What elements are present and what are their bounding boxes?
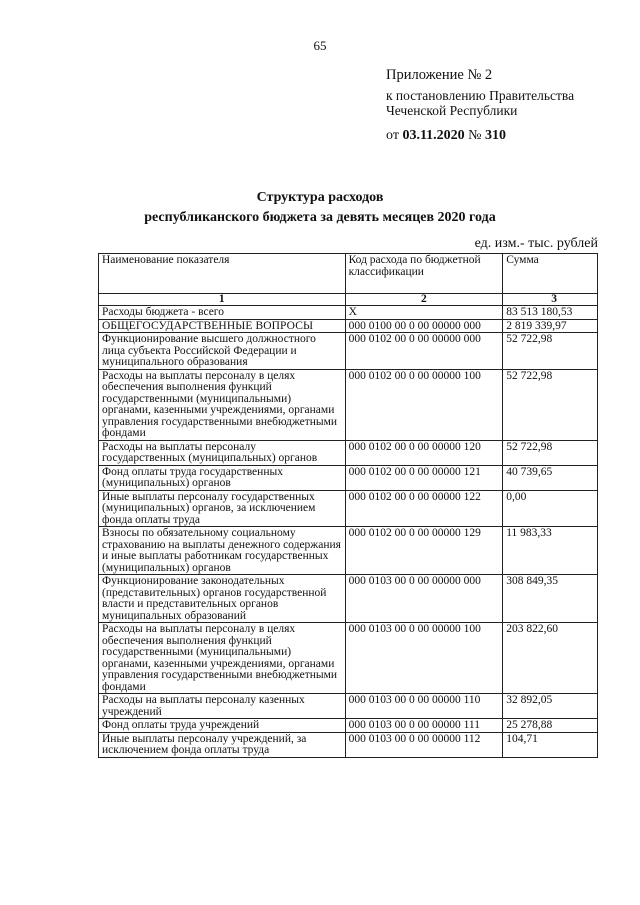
table-row: [99, 465, 598, 490]
table-row: [99, 369, 598, 440]
table-row: [99, 333, 598, 370]
row-sum: 25 278,88: [503, 719, 598, 733]
row-name: Функционирование высшего должностного лица субъекта Российской Федерации и муниципального образования: [99, 333, 346, 370]
header-name: Наименование показателя: [99, 254, 346, 294]
row-name: Иные выплаты персоналу государственных (муниципальных) органов, за исключением фонда оплаты труда: [99, 490, 346, 527]
row-code: 000 0102 00 0 00 00000 120: [345, 440, 503, 465]
row-sum: 104,71: [503, 732, 598, 757]
table-row: [99, 575, 598, 623]
row-sum: 203 822,60: [503, 623, 598, 694]
title-line-1: Структура расходов: [256, 190, 384, 205]
date-prefix: от: [386, 128, 403, 143]
table-row: [99, 694, 598, 719]
row-code: 000 0103 00 0 00 00000 100: [345, 623, 503, 694]
row-code: 000 0103 00 0 00 00000 000: [345, 575, 503, 623]
appendix-resolution-line: к постановлению Правительства: [386, 88, 575, 103]
row-sum: 40 739,65: [503, 465, 598, 490]
resolution-date: 03.11.2020: [402, 128, 465, 143]
document-title: [0, 188, 640, 228]
row-sum: 11 983,33: [503, 527, 598, 575]
row-name: Расходы на выплаты персоналу казенных учреждений: [99, 694, 346, 719]
row-code: 000 0103 00 0 00 00000 111: [345, 719, 503, 733]
header-sum: Сумма: [503, 254, 598, 294]
row-name: Взносы по обязательному социальному страхованию на выплаты денежного содержания и иные выплаты работникам государственных (муниципальных) органов: [99, 527, 346, 575]
appendix-title: Приложение № 2: [386, 67, 493, 83]
row-code: 000 0102 00 0 00 00000 122: [345, 490, 503, 527]
table-row: [99, 306, 598, 320]
table-row: [99, 527, 598, 575]
row-name: Расходы на выплаты персоналу в целях обеспечения выполнения функций государственными (муниципальными) органами, казенными учреждениями, органами управления государственными внебюджетными фондами: [99, 623, 346, 694]
column-number-row: [99, 294, 598, 306]
units-note: ед. изм.- тыс. рублей: [474, 236, 598, 251]
resolution-number: 310: [485, 128, 507, 143]
row-sum: 52 722,98: [503, 440, 598, 465]
column-number-1: 1: [99, 294, 346, 306]
row-sum: 52 722,98: [503, 369, 598, 440]
row-code: X: [345, 306, 503, 320]
table-header-row: [99, 254, 598, 294]
number-prefix: №: [464, 128, 486, 143]
row-name: Функционирование законодательных (представительных) органов государственной власти и представительных органов муниципальных образований: [99, 575, 346, 623]
row-code: 000 0102 00 0 00 00000 100: [345, 369, 503, 440]
expenditure-table: [98, 253, 598, 758]
row-name: Расходы на выплаты персоналу в целях обеспечения выполнения функций государственными (муниципальными) органами, казенными учреждениями, органами управления государственными внебюджетными фондами: [99, 369, 346, 440]
title-line-2: республиканского бюджета за девять месяцев 2020 года: [144, 210, 496, 225]
row-name: Фонд оплаты труда государственных (муниципальных) органов: [99, 465, 346, 490]
appendix-block: [386, 68, 574, 143]
row-sum: 83 513 180,53: [503, 306, 598, 320]
row-name: Расходы на выплаты персоналу государственных (муниципальных) органов: [99, 440, 346, 465]
table-row: [99, 319, 598, 333]
column-number-2: 2: [345, 294, 503, 306]
row-code: 000 0102 00 0 00 00000 000: [345, 333, 503, 370]
appendix-date-line: [386, 128, 574, 143]
row-name: Иные выплаты персоналу учреждений, за исключением фонда оплаты труда: [99, 732, 346, 757]
header-code: Код расхода по бюджетной классификации: [345, 254, 503, 294]
row-sum: 32 892,05: [503, 694, 598, 719]
page-number: 65: [313, 38, 327, 53]
row-code: 000 0100 00 0 00 00000 000: [345, 319, 503, 333]
row-name: Фонд оплаты труда учреждений: [99, 719, 346, 733]
row-name: ОБЩЕГОСУДАРСТВЕННЫЕ ВОПРОСЫ: [99, 319, 346, 333]
row-sum: 0,00: [503, 490, 598, 527]
row-code: 000 0102 00 0 00 00000 121: [345, 465, 503, 490]
row-code: 000 0103 00 0 00 00000 112: [345, 732, 503, 757]
appendix-government-line: Чеченской Республики: [386, 103, 518, 118]
table-row: [99, 732, 598, 757]
row-code: 000 0102 00 0 00 00000 129: [345, 527, 503, 575]
row-sum: 308 849,35: [503, 575, 598, 623]
row-name: Расходы бюджета - всего: [99, 306, 346, 320]
row-sum: 2 819 339,97: [503, 319, 598, 333]
table-row: [99, 623, 598, 694]
row-sum: 52 722,98: [503, 333, 598, 370]
table-row: [99, 440, 598, 465]
row-code: 000 0103 00 0 00 00000 110: [345, 694, 503, 719]
table-row: [99, 719, 598, 733]
column-number-3: 3: [503, 294, 598, 306]
table-row: [99, 490, 598, 527]
